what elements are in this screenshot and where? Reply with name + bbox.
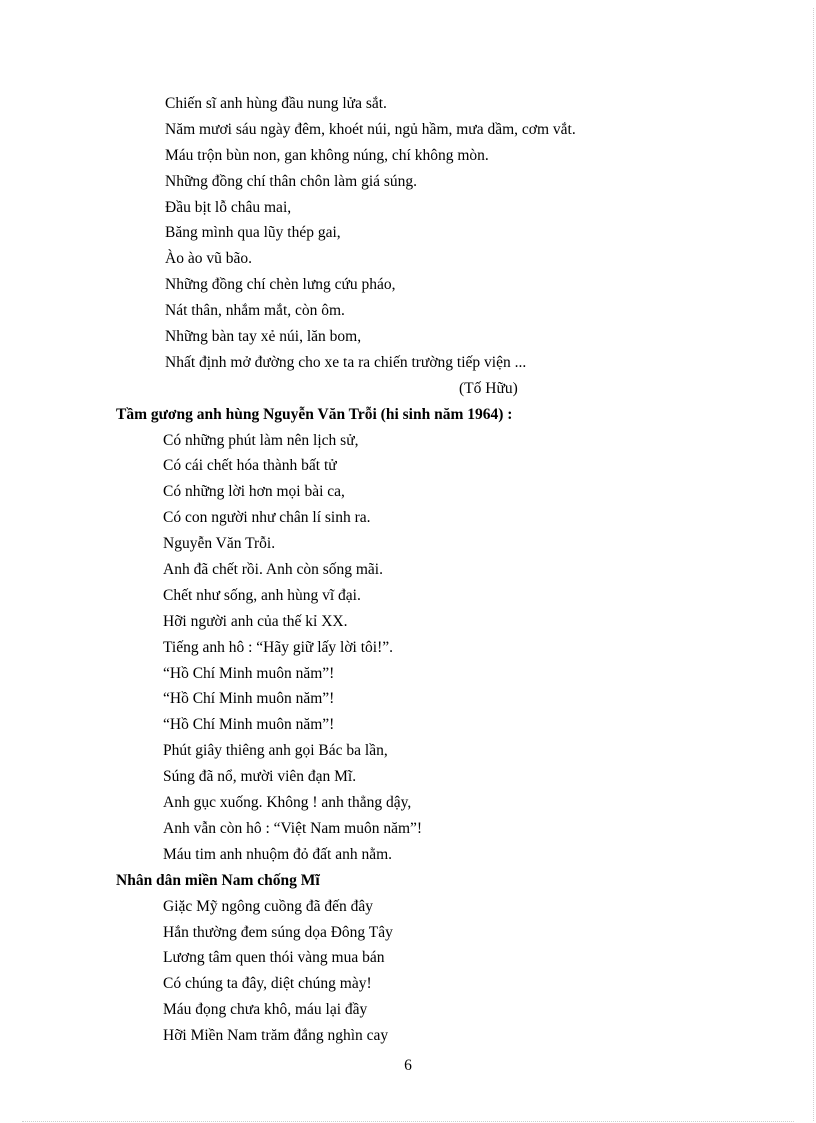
poem-line: Những đồng chí chèn lưng cứu pháo, xyxy=(165,276,396,294)
poem-line: Máu đọng chưa khô, máu lại đầy xyxy=(163,1001,368,1019)
poem-line: Hỡi Miền Nam trăm đắng nghìn cay xyxy=(163,1027,389,1045)
page-number: 6 xyxy=(404,1057,412,1074)
poem-line: Hắn thường đem súng dọa Đông Tây xyxy=(163,923,393,941)
poem-line: Hỡi người anh của thế kỉ XX. xyxy=(163,612,348,630)
poem-line: Đầu bịt lỗ châu mai, xyxy=(165,198,292,216)
poem-line: Máu tim anh nhuộm đỏ đất anh nằm. xyxy=(163,845,393,863)
poem-line: Lương tâm quen thói vàng mua bán xyxy=(163,949,385,967)
poem-line: Phút giây thiêng anh gọi Bác ba lần, xyxy=(163,742,388,760)
poem-line: Băng mình qua lũy thép gai, xyxy=(165,224,341,242)
poem-author: (Tố Hữu) xyxy=(459,379,518,397)
poem-line: Nguyễn Văn Trỗi. xyxy=(163,535,276,553)
poem-line: “Hồ Chí Minh muôn năm”! xyxy=(163,716,335,734)
poem-line: Súng đã nổ, mười viên đạn Mĩ. xyxy=(163,768,357,786)
poem-line: Có con người như chân lí sinh ra. xyxy=(163,509,371,527)
poem-line: “Hồ Chí Minh muôn năm”! xyxy=(163,690,335,708)
page-edge-divider xyxy=(22,1121,794,1122)
poem-line: Những bàn tay xẻ núi, lăn bom, xyxy=(165,328,362,346)
poem-line: Giặc Mỹ ngông cuồng đã đến đây xyxy=(163,897,374,915)
poem-line: Nhất định mở đường cho xe ta ra chiến trường tiếp viện ... xyxy=(165,353,527,371)
poem-line: Máu trộn bùn non, gan không núng, chí không mòn. xyxy=(165,146,489,164)
poem-line: “Hồ Chí Minh muôn năm”! xyxy=(163,664,335,682)
poem-line: Chết như sống, anh hùng vĩ đại. xyxy=(163,586,361,604)
poem-line: Có chúng ta đây, diệt chúng mày! xyxy=(163,975,372,993)
poem-line: Nát thân, nhắm mắt, còn ôm. xyxy=(165,302,345,320)
poem-line: Anh gục xuống. Không ! anh thẳng dậy, xyxy=(163,794,412,812)
poem-line: Chiến sĩ anh hùng đầu nung lửa sắt. xyxy=(165,95,387,112)
poem-line: Có những phút làm nên lịch sử, xyxy=(163,431,359,449)
poem-block-1 xyxy=(0,91,816,1049)
section-heading-nguyen-van-troi: Tầm gương anh hùng Nguyễn Văn Trỗi (hi sinh năm 1964) : xyxy=(116,405,513,423)
poem-line: Anh vẫn còn hô : “Việt Nam muôn năm”! xyxy=(163,819,423,837)
poem-line: Có cái chết hóa thành bất tử xyxy=(163,457,337,475)
poem-line: Anh đã chết rồi. Anh còn sống mãi. xyxy=(163,561,383,579)
section-heading-nhan-dan-mien-nam: Nhân dân miền Nam chống Mĩ xyxy=(116,871,320,889)
poem-line: Có những lời hơn mọi bài ca, xyxy=(163,483,345,501)
poem-line: Tiếng anh hô : “Hãy giữ lấy lời tôi!”. xyxy=(163,638,393,656)
page-edge-divider xyxy=(813,8,814,1121)
poem-line: Những đồng chí thân chôn làm giá súng. xyxy=(165,172,418,190)
poem-line: Năm mươi sáu ngày đêm, khoét núi, ngủ hầm, mưa dầm, cơm vắt. xyxy=(165,120,576,138)
poem-line: Ào ào vũ bão. xyxy=(165,250,252,268)
